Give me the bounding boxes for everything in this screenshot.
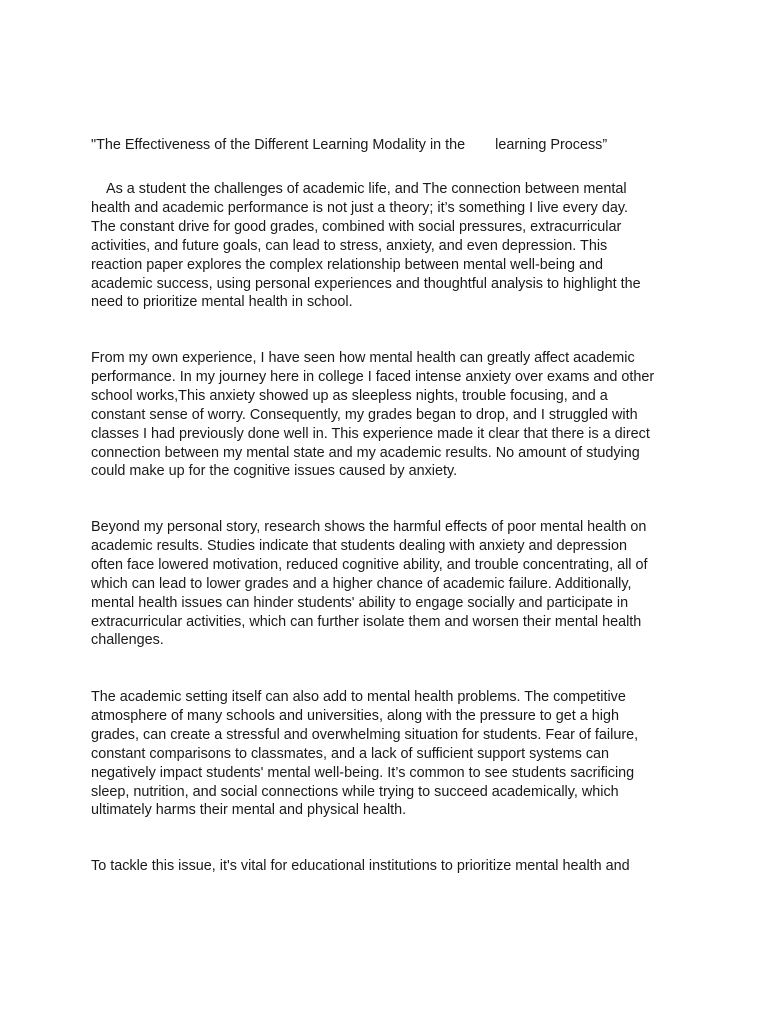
title-part-1: "The Effectiveness of the Different Learning Modality in the (91, 137, 466, 153)
paragraph-academic-setting: The academic setting itself can also add to mental health problems. The competitive atmosphere of many schools and universities, along with the pressure to get a high grades, can create a stressful and overwhelming situation for students. Fear of failure, constant comparisons to classmates, and a lack of sufficient support systems can negatively impact students' mental well-being. It’s common to see students sacrificing sleep, nutrition, and social connections while trying to succeed academically, which ultimately harms their mental and physical health. (91, 689, 639, 819)
paragraph-intro-text: As a student the challenges of academic life, and The connection between mental health and academic performance is not just a theory; it’s something I live every day. The constant drive for good grades, combined with social pressures, extracurricular activities, and future goals, can lead to stress, anxiety, and even depression. This reaction paper explores the complex relationship between mental well-being and academic success, using personal experiences and thoughtful analysis to highlight the need to prioritize mental health in school. (91, 181, 641, 311)
document-title (91, 136, 691, 155)
paragraph-personal-experience: From my own experience, I have seen how mental health can greatly affect academic performance. In my journey here in college I faced intense anxiety over exams and other school works,This anxiety showed up as sleepless nights, trouble focusing, and a constant sense of worry. Consequently, my grades began to drop, and I struggled with classes I had previously done well in. This experience made it clear that there is a direct connection between my mental state and my academic results. No amount of studying could make up for the cognitive issues caused by anxiety. (91, 350, 655, 480)
paragraph-solution: To tackle this issue, it's vital for educational institutions to prioritize mental health and (91, 858, 630, 874)
paragraph-intro (91, 180, 677, 312)
paragraph-research: Beyond my personal story, research shows the harmful effects of poor mental health on academic results. Studies indicate that students dealing with anxiety and depression often face lowered motivation, reduced cognitive ability, and trouble concentrating, all of which can lead to lower grades and a higher chance of academic failure. Additionally, mental health issues can hinder students' ability to engage socially and participate in extracurricular activities, which can further isolate them and worsen their mental health challenges. (91, 519, 648, 649)
title-part-2: learning Process” (495, 137, 608, 153)
